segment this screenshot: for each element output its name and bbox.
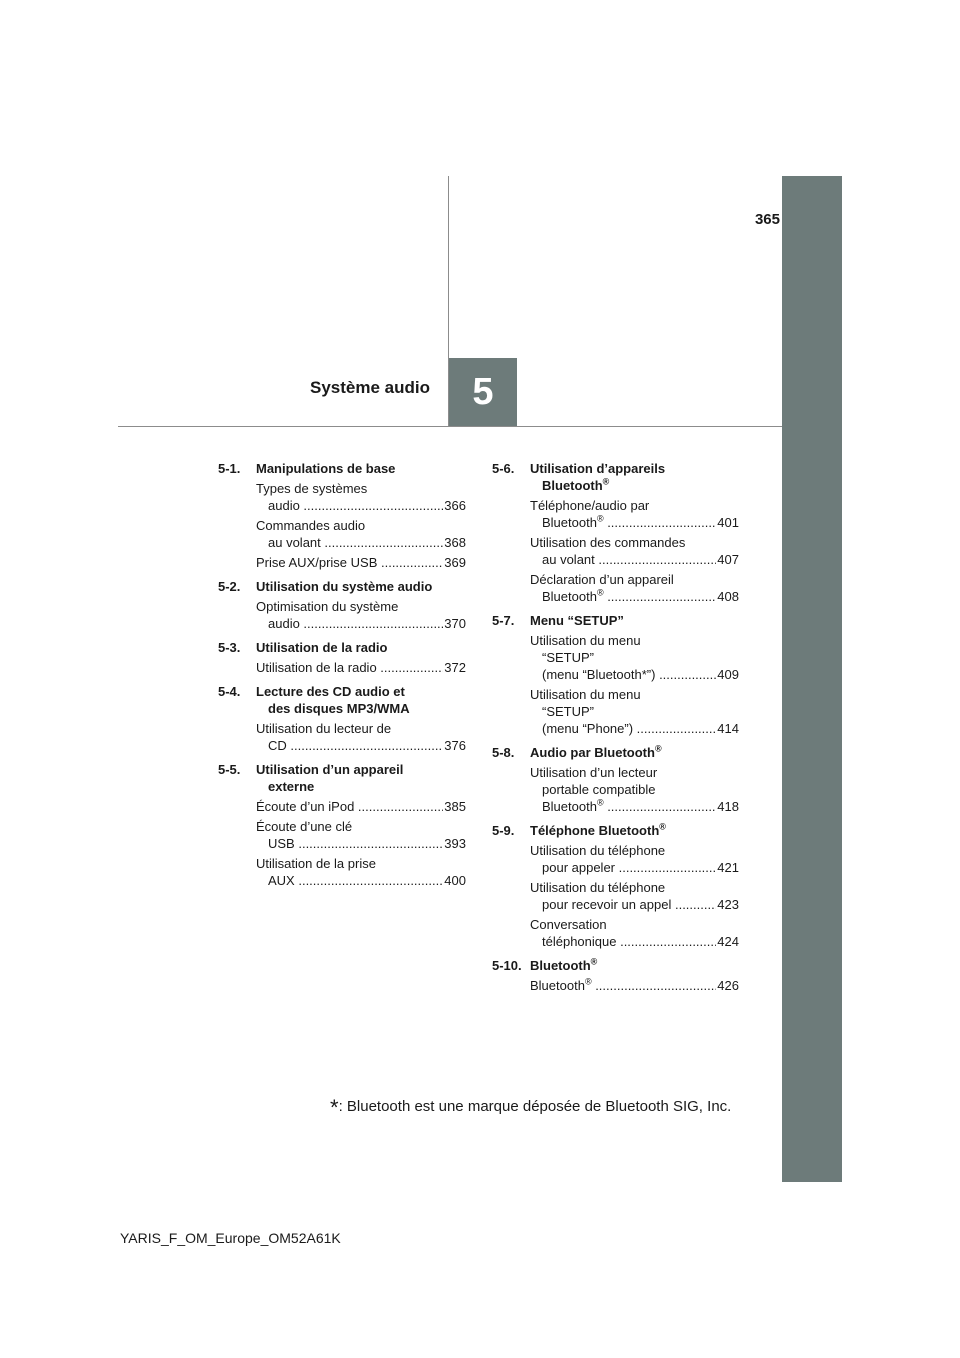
toc-section-heading[interactable] (218, 639, 466, 656)
toc-entry-page: 408 (717, 589, 739, 604)
toc-entry-page: 407 (717, 552, 739, 567)
toc-entry-line: Utilisation de la prise (256, 856, 376, 871)
toc-entry-page: 426 (717, 978, 739, 993)
toc-entry-title (256, 517, 443, 551)
toc-entry-line: Bluetooth® ..... (530, 514, 716, 531)
toc-entry-page: 370 (444, 616, 466, 631)
toc-section-heading[interactable] (492, 460, 739, 494)
toc-section-title-line: Utilisation d’appareils (530, 461, 666, 476)
toc-entry[interactable] (256, 855, 466, 889)
toc-entry-page: 376 (444, 738, 466, 753)
toc-entry-line: “SETUP” (542, 704, 594, 719)
toc-section-title-line: Menu “SETUP” (530, 613, 624, 628)
toc-entry-line: Écoute d’une clé (256, 819, 353, 834)
toc-entry-page: 366 (444, 498, 466, 513)
toc-entry-page: 400 (444, 873, 466, 888)
toc-section-number: 5-7. (492, 613, 515, 628)
toc-section-title-line: Utilisation de la radio (256, 640, 388, 655)
toc-entry-line: AUX ..... (256, 872, 443, 889)
toc-entry-line: au volant ..... (530, 551, 716, 568)
toc-section-heading[interactable] (218, 460, 466, 477)
toc-section-title-line: Audio par Bluetooth® (530, 743, 662, 760)
toc-entry-line: “SETUP” (542, 650, 594, 665)
toc-section-title-line: Utilisation d’un appareil (256, 762, 404, 777)
toc-section-heading[interactable] (218, 683, 466, 717)
toc-entry-title (256, 554, 443, 571)
toc-section-title-line: Téléphone Bluetooth® (530, 821, 666, 838)
chapter-side-tab (782, 176, 842, 1182)
toc-entry-line: Déclaration d’un appareil (530, 572, 674, 587)
toc-entry-line: CD ..... (256, 737, 443, 754)
toc-entry-line: pour recevoir un appel ..... (530, 896, 716, 913)
toc-entry-line: audio ..... (256, 615, 443, 632)
toc-section-number: 5-10. (492, 958, 522, 973)
toc-section-title (530, 822, 739, 839)
toc-entry-line: (menu “Bluetooth*”) ..... (530, 666, 716, 683)
toc-section-title (256, 683, 466, 717)
footnote-text: : Bluetooth est une marque déposée de Bluetooth SIG, Inc. (338, 1098, 732, 1115)
toc-entry[interactable] (530, 842, 739, 876)
toc-section-title-line: Utilisation du système audio (256, 579, 433, 594)
toc-entry-title (530, 916, 716, 950)
toc-entry-line: Utilisation du lecteur de (256, 721, 392, 736)
page-number: 365 (754, 211, 780, 228)
toc-section-number: 5-4. (218, 684, 241, 699)
toc-entry-page: 401 (717, 515, 739, 530)
toc-section-number: 5-5. (218, 762, 241, 777)
toc-entry-line: portable compatible (542, 782, 656, 797)
toc-entry-title (530, 977, 716, 994)
toc-entry-title (530, 497, 716, 531)
toc-section-title (256, 460, 466, 477)
toc-section-title (530, 460, 739, 494)
toc-entry-page: 372 (444, 660, 466, 675)
toc-entry-title (530, 764, 716, 815)
toc-entry-line: Utilisation d’un lecteur (530, 765, 658, 780)
toc-entry[interactable] (530, 571, 739, 605)
toc-section-number: 5-9. (492, 823, 515, 838)
footnote (330, 1095, 750, 1121)
chapter-number-box (449, 358, 517, 426)
toc-entry-line: Conversation (530, 917, 607, 932)
toc-entry[interactable] (530, 764, 739, 815)
toc-entry-page: 418 (717, 799, 739, 814)
toc-entry[interactable] (256, 818, 466, 852)
toc-entry-line: Téléphone/audio par (530, 498, 650, 513)
toc-entry-line: (menu “Phone”) ..... (530, 720, 716, 737)
toc-entry-line: Types de systèmes (256, 481, 368, 496)
toc-entry-line: Prise AUX/prise USB ..... (256, 554, 443, 571)
toc-entry-title (256, 818, 443, 852)
toc-entry-line: Utilisation du menu (530, 687, 641, 702)
toc-entry-title (530, 571, 716, 605)
toc-entry-title (256, 480, 443, 514)
toc-section-title (256, 639, 466, 656)
toc-section-title-line: Bluetooth® (542, 476, 610, 493)
toc-entry[interactable] (256, 517, 466, 551)
toc-entry-page: 409 (717, 667, 739, 682)
toc-section-number: 5-1. (218, 461, 241, 476)
toc-entry-line: Écoute d’un iPod ..... (256, 798, 443, 815)
toc-section-number: 5-8. (492, 745, 515, 760)
toc-entry[interactable] (256, 480, 466, 514)
toc-section-heading[interactable] (492, 612, 739, 629)
document-code: YARIS_F_OM_Europe_OM52A61K (120, 1230, 341, 1246)
toc-entry-page: 369 (444, 555, 466, 570)
toc-entry[interactable] (530, 686, 739, 737)
toc-entry[interactable] (256, 554, 466, 571)
toc-entry-line: pour appeler ..... (530, 859, 716, 876)
toc-entry[interactable] (530, 916, 739, 950)
toc-entry-line: Utilisation du téléphone (530, 880, 666, 895)
toc-section-title (256, 578, 466, 595)
toc-entry-line: Commandes audio (256, 518, 366, 533)
toc-entry-page: 423 (717, 897, 739, 912)
toc-entry-title (530, 842, 716, 876)
toc-entry-title (530, 534, 716, 568)
toc-entry-line: Utilisation de la radio ..... (256, 659, 443, 676)
footnote-mark: * (330, 1095, 339, 1120)
toc-entry-line: USB ..... (256, 835, 443, 852)
toc-section-title (530, 957, 739, 974)
toc-entry-line: Utilisation des commandes (530, 535, 686, 550)
toc-section-heading[interactable] (218, 761, 466, 795)
toc-entry-title (530, 879, 716, 913)
toc-section-heading[interactable] (218, 578, 466, 595)
header-horizontal-rule (118, 426, 782, 427)
toc-entry-page: 414 (717, 721, 739, 736)
toc-entry[interactable] (530, 977, 739, 994)
toc-entry-line: Utilisation du menu (530, 633, 641, 648)
toc-entry-title (256, 720, 443, 754)
toc-entry-line: Optimisation du système (256, 599, 399, 614)
toc-entry-title (530, 686, 716, 737)
toc-section-title-line: externe (268, 779, 315, 794)
chapter-number: 5 (472, 370, 494, 413)
toc-entry-page: 368 (444, 535, 466, 550)
toc-section-title (256, 761, 466, 795)
toc-section-heading[interactable] (492, 822, 739, 839)
toc-entry[interactable] (256, 659, 466, 676)
toc-entry-page: 393 (444, 836, 466, 851)
toc-entry-page: 424 (717, 934, 739, 949)
toc-section-title-line: Bluetooth® (530, 956, 598, 973)
toc-section-number: 5-3. (218, 640, 241, 655)
toc-entry-page: 421 (717, 860, 739, 875)
toc-entry-line: téléphonique ..... (530, 933, 716, 950)
toc-entry[interactable] (530, 879, 739, 913)
toc-section-title (530, 612, 739, 629)
toc-entry-line: Bluetooth® ..... (530, 977, 716, 994)
toc-entry[interactable] (530, 534, 739, 568)
toc-entry-line: Bluetooth® ..... (530, 588, 716, 605)
toc-section-heading[interactable] (492, 957, 739, 974)
toc-entry[interactable] (530, 497, 739, 531)
toc-section-title-line: Lecture des CD audio et (256, 684, 405, 699)
toc-section-heading[interactable] (492, 744, 739, 761)
toc-section-title-line: des disques MP3/WMA (268, 701, 410, 716)
toc-section-number: 5-6. (492, 461, 515, 476)
toc-entry-line: au volant ..... (256, 534, 443, 551)
toc-entry-title (530, 632, 716, 683)
toc-entry-line: Bluetooth® ..... (530, 798, 716, 815)
toc-entry[interactable] (256, 598, 466, 632)
toc-entry[interactable] (256, 720, 466, 754)
toc-section-number: 5-2. (218, 579, 241, 594)
toc-right-column (492, 460, 739, 997)
toc-entry-title (256, 659, 443, 676)
chapter-title: Système audio (310, 378, 430, 397)
toc-entry-title (256, 855, 443, 889)
toc-entry-line: audio ..... (256, 497, 443, 514)
toc-entry-title (256, 798, 443, 815)
toc-left-column (218, 460, 466, 892)
toc-entry-page: 385 (444, 799, 466, 814)
toc-section-title (530, 744, 739, 761)
toc-section-title-line: Manipulations de base (256, 461, 396, 476)
toc-entry-title (256, 598, 443, 632)
toc-entry[interactable] (256, 798, 466, 815)
toc-entry-line: Utilisation du téléphone (530, 843, 666, 858)
toc-entry[interactable] (530, 632, 739, 683)
